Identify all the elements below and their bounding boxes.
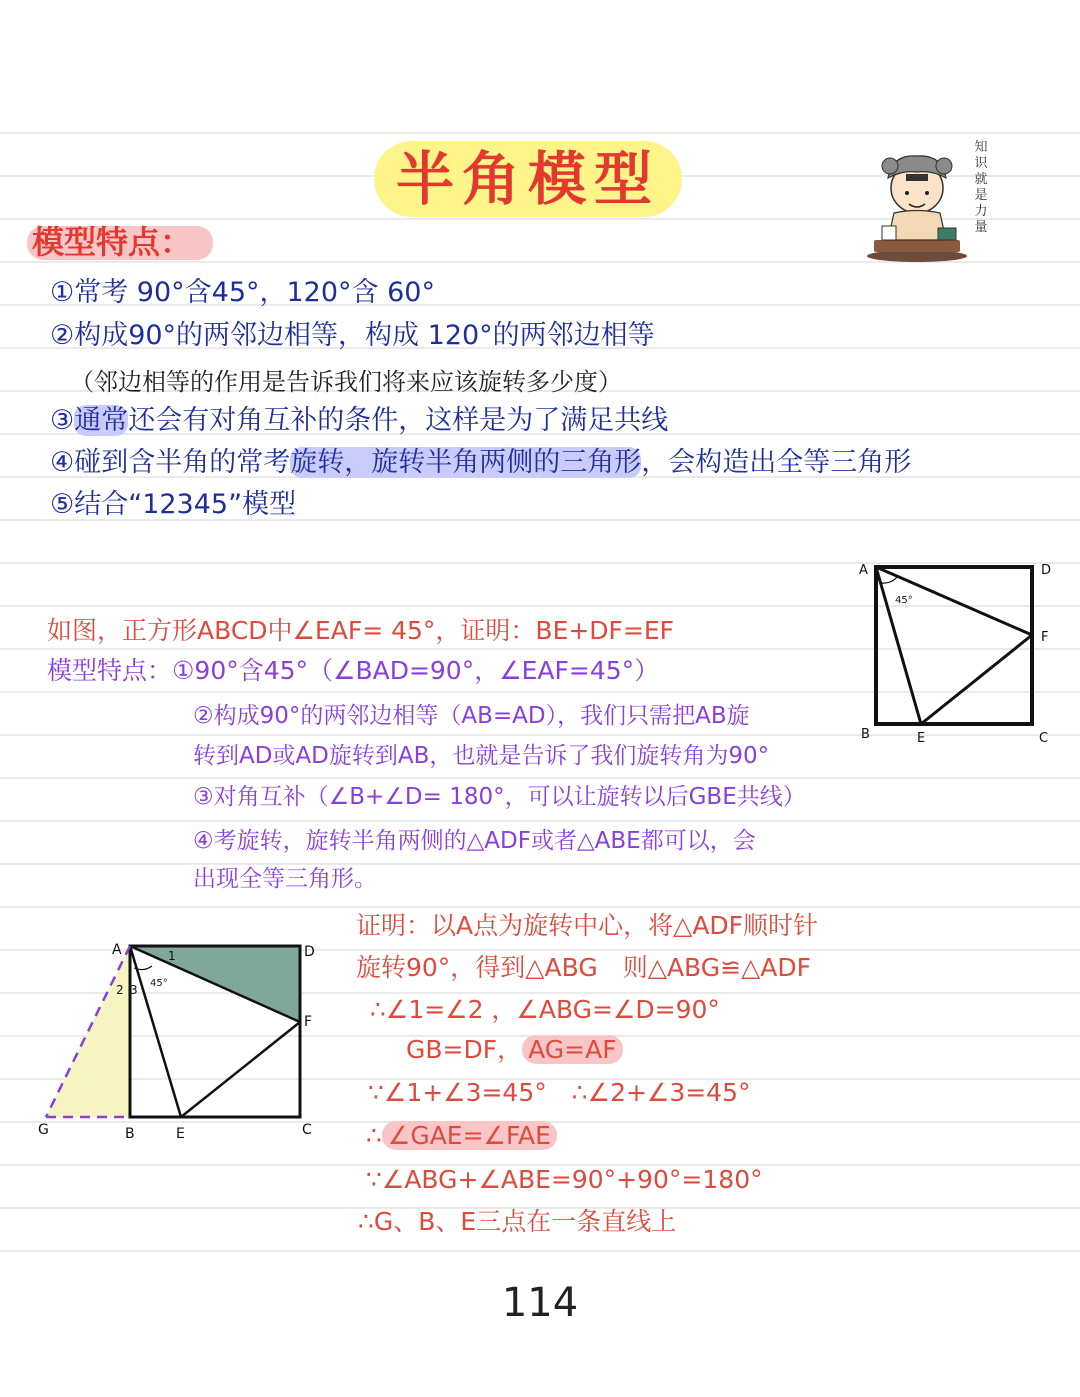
- fig2-label-e: E: [176, 1126, 185, 1142]
- segment-ae: [876, 567, 921, 724]
- fig1-label-e: E: [917, 731, 926, 746]
- figure-square-abcd: [855, 558, 1065, 748]
- angle-arc: [881, 577, 897, 583]
- fig2-label-b: B: [125, 1126, 135, 1142]
- fig2-label-d: D: [304, 944, 315, 960]
- figure-rotation: [30, 936, 330, 1146]
- proof-line-2: 旋转90°，得到△ABG 则△ABG≌△ADF: [356, 953, 812, 982]
- point-4-highlight: 旋转，旋转半角两侧的三角形: [290, 447, 642, 478]
- point-4-end: ，会构造出全等三角形: [641, 447, 912, 478]
- point-3-num: ③: [50, 405, 75, 436]
- stamp-text: 知识就是力量: [974, 140, 988, 235]
- proof-line-7: ∵∠ABG+∠ABE=90°+90°=180°: [366, 1165, 763, 1194]
- point-3-text: 还会有对角互补的条件，这样是为了满足共线: [128, 405, 669, 436]
- fig2-angle-3: 3: [130, 983, 138, 997]
- scholar-mascot-icon: [862, 148, 972, 266]
- fig2-angle-2: 2: [116, 983, 124, 997]
- example-problem: 如图，正方形ABCD中∠EAF= 45°，证明：BE+DF=EF: [47, 616, 675, 645]
- segment-ef: [921, 635, 1032, 724]
- proof-line-4: [406, 1034, 623, 1066]
- page-title: 半角模型: [395, 145, 660, 213]
- fig2-label-a: A: [112, 942, 122, 958]
- point-4-start: ④碰到含半角的常考: [50, 447, 291, 478]
- feature-4a: ④考旋转，旋转半角两侧的△ADF或者△ABE都可以，会: [193, 828, 756, 854]
- fig1-label-f: F: [1041, 630, 1049, 645]
- fig2-label-g: G: [38, 1122, 49, 1138]
- fig1-angle-label: 45°: [895, 595, 913, 606]
- segment-ae-2: [130, 946, 181, 1117]
- proof-line-6a: ∴: [366, 1121, 382, 1150]
- fig2-label-c: C: [302, 1122, 312, 1138]
- point-3-highlight: 通常: [74, 405, 129, 436]
- proof-line-1: 证明：以A点为旋转中心，将△ADF顺时针: [356, 911, 819, 940]
- proof-line-8: ∴G、B、E三点在一条直线上: [358, 1207, 677, 1236]
- feature-3: ③对角互补（∠B+∠D= 180°，可以让旋转以后GBE共线）: [193, 784, 806, 810]
- fig1-label-c: C: [1039, 731, 1049, 746]
- proof-line-4b: AG=AF: [522, 1035, 622, 1064]
- point-3: [50, 404, 668, 438]
- fig1-label-b: B: [861, 727, 870, 742]
- fig1-label-d: D: [1041, 563, 1052, 578]
- fig2-label-f: F: [304, 1014, 313, 1030]
- proof-line-5: ∵∠1+∠3=45° ∴∠2+∠3=45°: [368, 1078, 751, 1107]
- point-5: ⑤结合“12345”模型: [50, 489, 297, 520]
- fig1-label-a: A: [859, 563, 868, 578]
- proof-line-3: ∴∠1=∠2 ，∠ABG=∠D=90°: [370, 995, 720, 1024]
- point-2: ②构成90°的两邻边相等，构成 120°的两邻边相等: [50, 320, 655, 351]
- section-label: 模型特点：: [32, 223, 193, 261]
- feature-1: 模型特点：①90°含45°（∠BAD=90°，∠EAF=45°）: [47, 656, 660, 685]
- feature-2a: ②构成90°的两邻边相等（AB=AD），我们只需把AB旋: [193, 703, 750, 729]
- proof-line-6: [366, 1120, 557, 1152]
- feature-2b: 转到AD或AD旋转到AB，也就是告诉了我们旋转角为90°: [193, 743, 770, 769]
- fig2-angle-1: 1: [168, 949, 176, 963]
- proof-line-4a: GB=DF，: [406, 1035, 523, 1064]
- point-1: ①常考 90°含45°，120°含 60°: [50, 277, 435, 308]
- segment-ef-2: [181, 1022, 300, 1117]
- point-4: [50, 446, 911, 480]
- point-2-note: （邻边相等的作用是告诉我们将来应该旋转多少度）: [70, 368, 622, 396]
- proof-line-6b: ∠GAE=∠FAE: [382, 1121, 557, 1150]
- feature-4b: 出现全等三角形。: [193, 866, 377, 892]
- title-block: [374, 135, 682, 223]
- fig2-angle-label: 45°: [150, 978, 168, 989]
- page-number: 114: [501, 1280, 579, 1326]
